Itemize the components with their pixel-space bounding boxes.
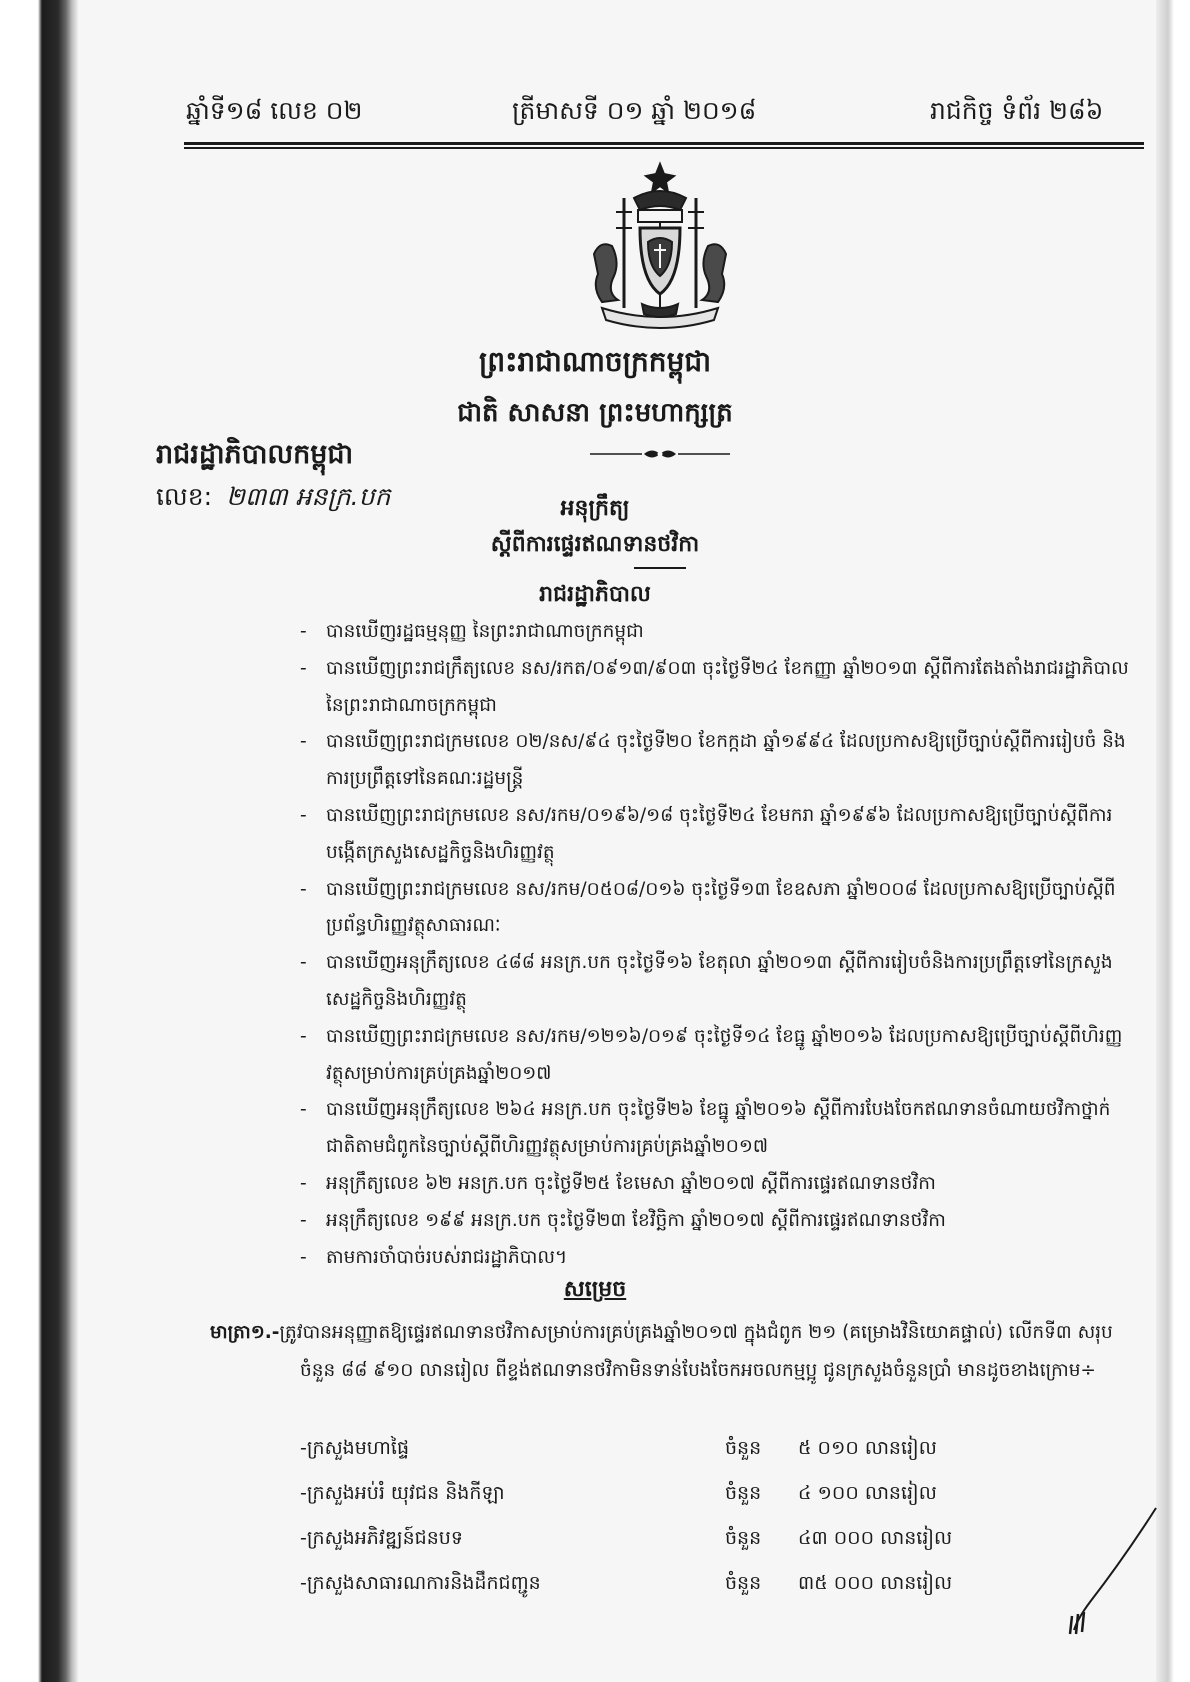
allocation-list <box>300 1426 1100 1606</box>
decides-heading: សម្រេច <box>563 1277 627 1302</box>
scan-edge-left <box>0 0 78 1682</box>
preamble-item: - បានឃើញព្រះរាជក្រឹត្យលេខ នស/រកត/០៩១៣/៩០៣ ចុះថ្ងៃទី២៤ ខែកញ្ញា ឆ្នាំ២០១៣ ស្តីពីការតែងតាំងរាជរដ្ឋាភិបាលនៃព្រះរាជាណាចក្រកម្ពុជា <box>300 651 1130 725</box>
header-rule <box>184 142 1144 149</box>
allocation-amount: ៥ ០១០ លានរៀល <box>798 1437 937 1459</box>
document-type: អនុក្រឹត្យ <box>560 496 630 521</box>
article-1-label: មាត្រា១.- <box>210 1322 280 1343</box>
preamble-item: - តាមការចាំបាច់របស់រាជរដ្ឋាភិបាល។ <box>300 1240 1130 1277</box>
government-heading: រាជរដ្ឋាភិបាល <box>539 582 651 607</box>
decree-number-value: ២៣៣ អនក្រ.បក <box>225 482 391 511</box>
preamble-item: - អនុក្រឹត្យលេខ ១៩៩ អនក្រ.បក ចុះថ្ងៃទី២៣ ខែវិច្ឆិកា ឆ្នាំ២០១៧ ស្តីពីការផ្ទេរឥណទានថវិកា <box>300 1203 1130 1240</box>
allocation-amount: ៣៥ ០០០ លានរៀល <box>798 1572 953 1594</box>
allocation-row <box>300 1561 1100 1606</box>
allocation-ministry: -ក្រសួងមហាផ្ទៃ <box>300 1437 409 1459</box>
gazette-date: ត្រីមាសទី ០១ ឆ្នាំ ២០១៨ <box>512 96 757 125</box>
article-1-paragraph <box>210 1314 1130 1390</box>
national-motto: ជាតិ សាសនា ព្រះមហាក្សត្រ <box>457 398 733 428</box>
signature-mark-icon <box>1064 1498 1164 1638</box>
preamble-item: - បានឃើញអនុក្រឹត្យលេខ ៤៨៨ អនក្រ.បក ចុះថ្ងៃទី១៦ ខែតុលា ឆ្នាំ២០១៣ ស្តីពីការរៀបចំនិងការប្រព្រឹត្តទៅនៃក្រសួងសេដ្ឋកិច្ចនិងហិរញ្ញវត្ថុ <box>300 945 1130 1019</box>
allocation-label: ចំនួន <box>725 1482 762 1504</box>
subject-rule <box>634 567 686 569</box>
gazette-year-issue: ឆ្នាំទី១៨ លេខ ០២ <box>186 96 363 125</box>
kingdom-title: ព្រះរាជាណាចក្រកម្ពុជា <box>478 345 711 378</box>
allocation-label: ចំនួន <box>725 1527 762 1549</box>
scan-edge-right <box>1156 0 1190 1682</box>
preamble-item: - បានឃើញព្រះរាជក្រមលេខ នស/រកម/០១៩៦/១៨ ចុះថ្ងៃទី២៤ ខែមករា ឆ្នាំ១៩៩៦ ដែលប្រកាសឱ្យប្រើច្បាប់ស្តីពីការបង្កើតក្រសួងសេដ្ឋកិច្ចនិងហិរញ្ញវត្ថុ <box>300 798 1130 872</box>
royal-coat-of-arms-icon <box>580 158 740 336</box>
allocation-row <box>300 1516 1100 1561</box>
allocation-ministry: -ក្រសួងសាធារណការនិងដឹកជញ្ជូន <box>300 1572 541 1594</box>
article-1-text: ត្រូវបានអនុញ្ញាតឱ្យផ្ទេរឥណទានថវិកាសម្រាប់ការគ្រប់គ្រងឆ្នាំ២០១៧ ក្នុងជំពូក ២១ (គម្រោងវិនិយោគផ្ទាល់) លើកទី៣ សរុបចំនួន ៨៨ ៩១០ លានរៀល ពីខ្ទង់ឥណទានថវិកាមិនទាន់បែងចែកអចលកម្មប្អូ ជូនក្រសួងចំនួនប្រាំ មានដូចខាងក្រោម÷ <box>279 1322 1113 1381</box>
preamble-item: - បានឃើញអនុក្រឹត្យលេខ ២៦៤ អនក្រ.បក ចុះថ្ងៃទី២៦ ខែធ្នូ ឆ្នាំ២០១៦ ស្តីពីការបែងចែកឥណទានចំណាយថវិកាថ្នាក់ជាតិតាមជំពូកនៃច្បាប់ស្តីពីហិរញ្ញវត្ថុសម្រាប់ការគ្រប់គ្រងឆ្នាំ២០១៧ <box>300 1092 1130 1166</box>
preamble-item: - បានឃើញរដ្ឋធម្មនុញ្ញ នៃព្រះរាជាណាចក្រកម្ពុជា <box>300 614 1130 651</box>
ornament-divider-icon <box>590 446 730 462</box>
document-subject: ស្តីពីការផ្ទេរឥណទានថវិកា <box>490 532 700 557</box>
allocation-label: ចំនួន <box>725 1572 762 1594</box>
allocation-label: ចំនួន <box>725 1437 762 1459</box>
allocation-amount: ៤៣ ០០០ លានរៀល <box>798 1527 953 1549</box>
allocation-row <box>300 1426 1100 1471</box>
allocation-ministry: -ក្រសួងអភិវឌ្ឍន៍ជនបទ <box>300 1527 463 1549</box>
preamble-list <box>300 614 1130 1276</box>
allocation-ministry: -ក្រសួងអប់រំ យុវជន និងកីឡា <box>300 1482 505 1504</box>
article-1 <box>210 1314 1130 1390</box>
issuer-name: រាជរដ្ឋាភិបាលកម្ពុជា <box>156 439 354 470</box>
decree-number-label: លេខ: <box>156 482 213 511</box>
allocation-row <box>300 1471 1100 1516</box>
preamble-item: - បានឃើញព្រះរាជក្រមលេខ នស/រកម/១២១៦/០១៩ ចុះថ្ងៃទី១៤ ខែធ្នូ ឆ្នាំ២០១៦ ដែលប្រកាសឱ្យប្រើច្បាប់ស្តីពីហិរញ្ញវត្ថុសម្រាប់ការគ្រប់គ្រងឆ្នាំ២០១៧ <box>300 1019 1130 1093</box>
gazette-page-number: រាជកិច្ច ទំព័រ ២៨៦ <box>930 96 1104 125</box>
preamble-item: - បានឃើញព្រះរាជក្រមលេខ ០២/នស/៩៤ ចុះថ្ងៃទី២០ ខែកក្កដា ឆ្នាំ១៩៩៤ ដែលប្រកាសឱ្យប្រើច្បាប់ស្តីពីការរៀបចំ និង ការប្រព្រឹត្តទៅនៃគណៈរដ្ឋមន្ត្រី <box>300 724 1130 798</box>
preamble-item: - អនុក្រឹត្យលេខ ៦២ អនក្រ.បក ចុះថ្ងៃទី២៥ ខែមេសា ឆ្នាំ២០១៧ ស្តីពីការផ្ទេរឥណទានថវិកា <box>300 1166 1130 1203</box>
allocation-amount: ៤ ១០០ លានរៀល <box>798 1482 937 1504</box>
preamble-item: - បានឃើញព្រះរាជក្រមលេខ នស/រកម/០៥០៨/០១៦ ចុះថ្ងៃទី១៣ ខែឧសភា ឆ្នាំ២០០៨ ដែលប្រកាសឱ្យប្រើច្បាប់ស្តីពីប្រព័ន្ធហិរញ្ញវត្ថុសាធារណៈ <box>300 872 1130 946</box>
